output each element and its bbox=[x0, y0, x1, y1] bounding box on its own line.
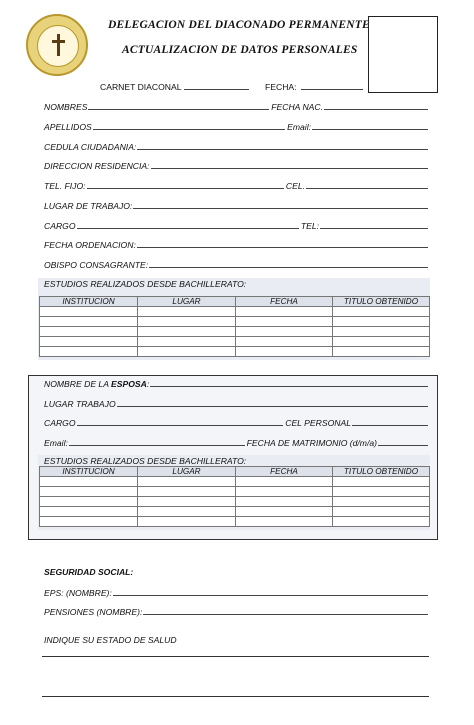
studies-heading: ESTUDIOS REALIZADOS DESDE BACHILLERATO: bbox=[44, 279, 247, 289]
table-row bbox=[40, 487, 430, 497]
table-cell[interactable] bbox=[333, 487, 430, 497]
col-fecha: FECHA bbox=[236, 297, 333, 307]
studies-table bbox=[39, 296, 430, 357]
esposa-cargo-field[interactable] bbox=[77, 424, 284, 426]
apellidos-label: APELLIDOS bbox=[44, 122, 92, 132]
esposa-label: NOMBRE DE LA ESPOSA: bbox=[44, 379, 150, 389]
table-row bbox=[40, 347, 430, 357]
table-cell[interactable] bbox=[40, 507, 138, 517]
table-cell[interactable] bbox=[40, 337, 138, 347]
row-cargo-esposa bbox=[44, 416, 430, 428]
esposa-lugar-trabajo-label: LUGAR TRABAJO bbox=[44, 399, 116, 409]
esposa-cel-field[interactable] bbox=[352, 424, 428, 426]
table-cell[interactable] bbox=[333, 517, 430, 527]
table-row bbox=[40, 517, 430, 527]
row-fecha-ordenacion bbox=[44, 238, 430, 250]
table-cell[interactable] bbox=[40, 517, 138, 527]
esposa-email-label: Email: bbox=[44, 438, 68, 448]
diaconado-logo bbox=[26, 14, 88, 76]
esposa-email-field[interactable] bbox=[69, 444, 245, 446]
col-titulo: TITULO OBTENIDO bbox=[333, 467, 430, 477]
table-cell[interactable] bbox=[138, 307, 236, 317]
col-institucion: INSTITUCION bbox=[40, 467, 138, 477]
table-cell[interactable] bbox=[40, 327, 138, 337]
fecha-row bbox=[265, 82, 363, 92]
table-header-row bbox=[40, 467, 430, 477]
eps-field[interactable] bbox=[113, 594, 428, 596]
col-titulo: TITULO OBTENIDO bbox=[333, 297, 430, 307]
row-telefono bbox=[44, 179, 430, 191]
document-subtitle: ACTUALIZACION DE DATOS PERSONALES bbox=[122, 44, 358, 56]
table-cell[interactable] bbox=[138, 497, 236, 507]
esposa-field[interactable] bbox=[150, 385, 428, 387]
table-row bbox=[40, 317, 430, 327]
fecha-ordenacion-field[interactable] bbox=[137, 246, 428, 248]
table-cell[interactable] bbox=[138, 477, 236, 487]
table-cell[interactable] bbox=[236, 337, 333, 347]
fecha-label: FECHA: bbox=[265, 82, 297, 92]
row-cargo bbox=[44, 219, 430, 231]
pensiones-field[interactable] bbox=[143, 613, 428, 615]
table-cell[interactable] bbox=[138, 507, 236, 517]
eps-label: EPS: (NOMBRE): bbox=[44, 588, 112, 598]
table-cell[interactable] bbox=[138, 337, 236, 347]
carnet-field[interactable] bbox=[184, 89, 249, 90]
fecha-matrimonio-label: FECHA DE MATRIMONIO (d/m/a) bbox=[246, 438, 377, 448]
table-cell[interactable] bbox=[236, 347, 333, 357]
table-cell[interactable] bbox=[236, 327, 333, 337]
table-row bbox=[40, 327, 430, 337]
table-cell[interactable] bbox=[236, 307, 333, 317]
table-cell[interactable] bbox=[333, 507, 430, 517]
estado-salud-line-2[interactable] bbox=[42, 696, 429, 697]
esposa-lugar-trabajo-field[interactable] bbox=[117, 405, 428, 407]
cel-label: CEL. bbox=[285, 181, 305, 191]
row-nombre-esposa bbox=[44, 377, 430, 389]
table-cell[interactable] bbox=[138, 327, 236, 337]
row-lugar-trabajo bbox=[44, 199, 430, 211]
cross-icon bbox=[52, 34, 64, 56]
table-row bbox=[40, 307, 430, 317]
table-cell[interactable] bbox=[333, 307, 430, 317]
table-row bbox=[40, 497, 430, 507]
row-obispo bbox=[44, 258, 430, 270]
photo-box[interactable] bbox=[368, 16, 438, 93]
row-direccion bbox=[44, 159, 430, 171]
nombres-field[interactable] bbox=[88, 108, 269, 110]
obispo-field[interactable] bbox=[149, 266, 428, 268]
tel-label: TEL: bbox=[300, 221, 319, 231]
table-cell[interactable] bbox=[236, 487, 333, 497]
cargo-label: CARGO bbox=[44, 221, 76, 231]
table-cell[interactable] bbox=[236, 317, 333, 327]
table-cell[interactable] bbox=[138, 517, 236, 527]
table-cell[interactable] bbox=[333, 337, 430, 347]
row-eps bbox=[44, 586, 430, 598]
lugar-trabajo-field[interactable] bbox=[133, 207, 428, 209]
table-cell[interactable] bbox=[138, 317, 236, 327]
table-cell[interactable] bbox=[333, 477, 430, 487]
cargo-field[interactable] bbox=[77, 227, 299, 229]
table-row bbox=[40, 477, 430, 487]
table-cell[interactable] bbox=[40, 317, 138, 327]
table-cell[interactable] bbox=[40, 477, 138, 487]
row-apellidos bbox=[44, 120, 430, 132]
table-cell[interactable] bbox=[40, 497, 138, 507]
row-nombres bbox=[44, 100, 430, 112]
fecha-ordenacion-label: FECHA ORDENACION: bbox=[44, 240, 136, 250]
table-cell[interactable] bbox=[236, 497, 333, 507]
table-cell[interactable] bbox=[333, 347, 430, 357]
logo-seal bbox=[37, 25, 79, 67]
table-header-row bbox=[40, 297, 430, 307]
table-cell[interactable] bbox=[236, 517, 333, 527]
carnet-row bbox=[100, 82, 249, 92]
table-row bbox=[40, 507, 430, 517]
table-cell[interactable] bbox=[236, 507, 333, 517]
direccion-label: DIRECCION RESIDENCIA: bbox=[44, 161, 150, 171]
spouse-studies-table bbox=[39, 466, 430, 527]
email-field[interactable] bbox=[312, 128, 428, 130]
table-cell[interactable] bbox=[333, 317, 430, 327]
tel-fijo-label: TEL. FIJO: bbox=[44, 181, 86, 191]
table-cell[interactable] bbox=[333, 497, 430, 507]
row-email-esposa bbox=[44, 436, 430, 448]
row-pensiones bbox=[44, 605, 430, 617]
table-row bbox=[40, 337, 430, 347]
estado-salud-line-1[interactable] bbox=[42, 656, 429, 657]
cedula-label: CEDULA CIUDADANIA: bbox=[44, 142, 137, 152]
fecha-field[interactable] bbox=[301, 89, 363, 90]
fecha-matrimonio-field[interactable] bbox=[378, 444, 428, 446]
cel-field[interactable] bbox=[306, 187, 428, 189]
row-cedula bbox=[44, 140, 430, 152]
obispo-label: OBISPO CONSAGRANTE: bbox=[44, 260, 149, 270]
tel-field[interactable] bbox=[320, 227, 428, 229]
table-cell[interactable] bbox=[138, 347, 236, 357]
row-lugar-trabajo-esposa bbox=[44, 397, 430, 409]
col-lugar: LUGAR bbox=[138, 297, 236, 307]
table-cell[interactable] bbox=[40, 487, 138, 497]
esposa-cel-label: CEL PERSONAL bbox=[285, 418, 351, 428]
table-cell[interactable] bbox=[40, 307, 138, 317]
table-cell[interactable] bbox=[236, 477, 333, 487]
carnet-label: CARNET DIACONAL bbox=[100, 82, 182, 92]
email-label: Email: bbox=[287, 122, 311, 132]
col-lugar: LUGAR bbox=[138, 467, 236, 477]
spouse-studies-heading: ESTUDIOS REALIZADOS DESDE BACHILLERATO: bbox=[44, 456, 247, 466]
table-cell[interactable] bbox=[138, 487, 236, 497]
cedula-field[interactable] bbox=[137, 148, 428, 150]
table-cell[interactable] bbox=[40, 347, 138, 357]
esposa-cargo-label: CARGO bbox=[44, 418, 76, 428]
estado-salud-label: INDIQUE SU ESTADO DE SALUD bbox=[44, 635, 177, 645]
direccion-field[interactable] bbox=[151, 167, 428, 169]
lugar-trabajo-label: LUGAR DE TRABAJO: bbox=[44, 201, 133, 211]
pensiones-label: PENSIONES (NOMBRE): bbox=[44, 607, 143, 617]
document-title: DELEGACION DEL DIACONADO PERMANENTE bbox=[108, 19, 370, 31]
nombres-label: NOMBRES bbox=[44, 102, 88, 112]
tel-fijo-field[interactable] bbox=[87, 187, 284, 189]
table-cell[interactable] bbox=[333, 327, 430, 337]
apellidos-field[interactable] bbox=[93, 128, 285, 130]
fecha-nac-label: FECHA NAC. bbox=[271, 102, 323, 112]
fecha-nac-field[interactable] bbox=[324, 108, 428, 110]
seguridad-social-heading: SEGURIDAD SOCIAL: bbox=[44, 567, 134, 577]
col-institucion: INSTITUCION bbox=[40, 297, 138, 307]
col-fecha: FECHA bbox=[236, 467, 333, 477]
